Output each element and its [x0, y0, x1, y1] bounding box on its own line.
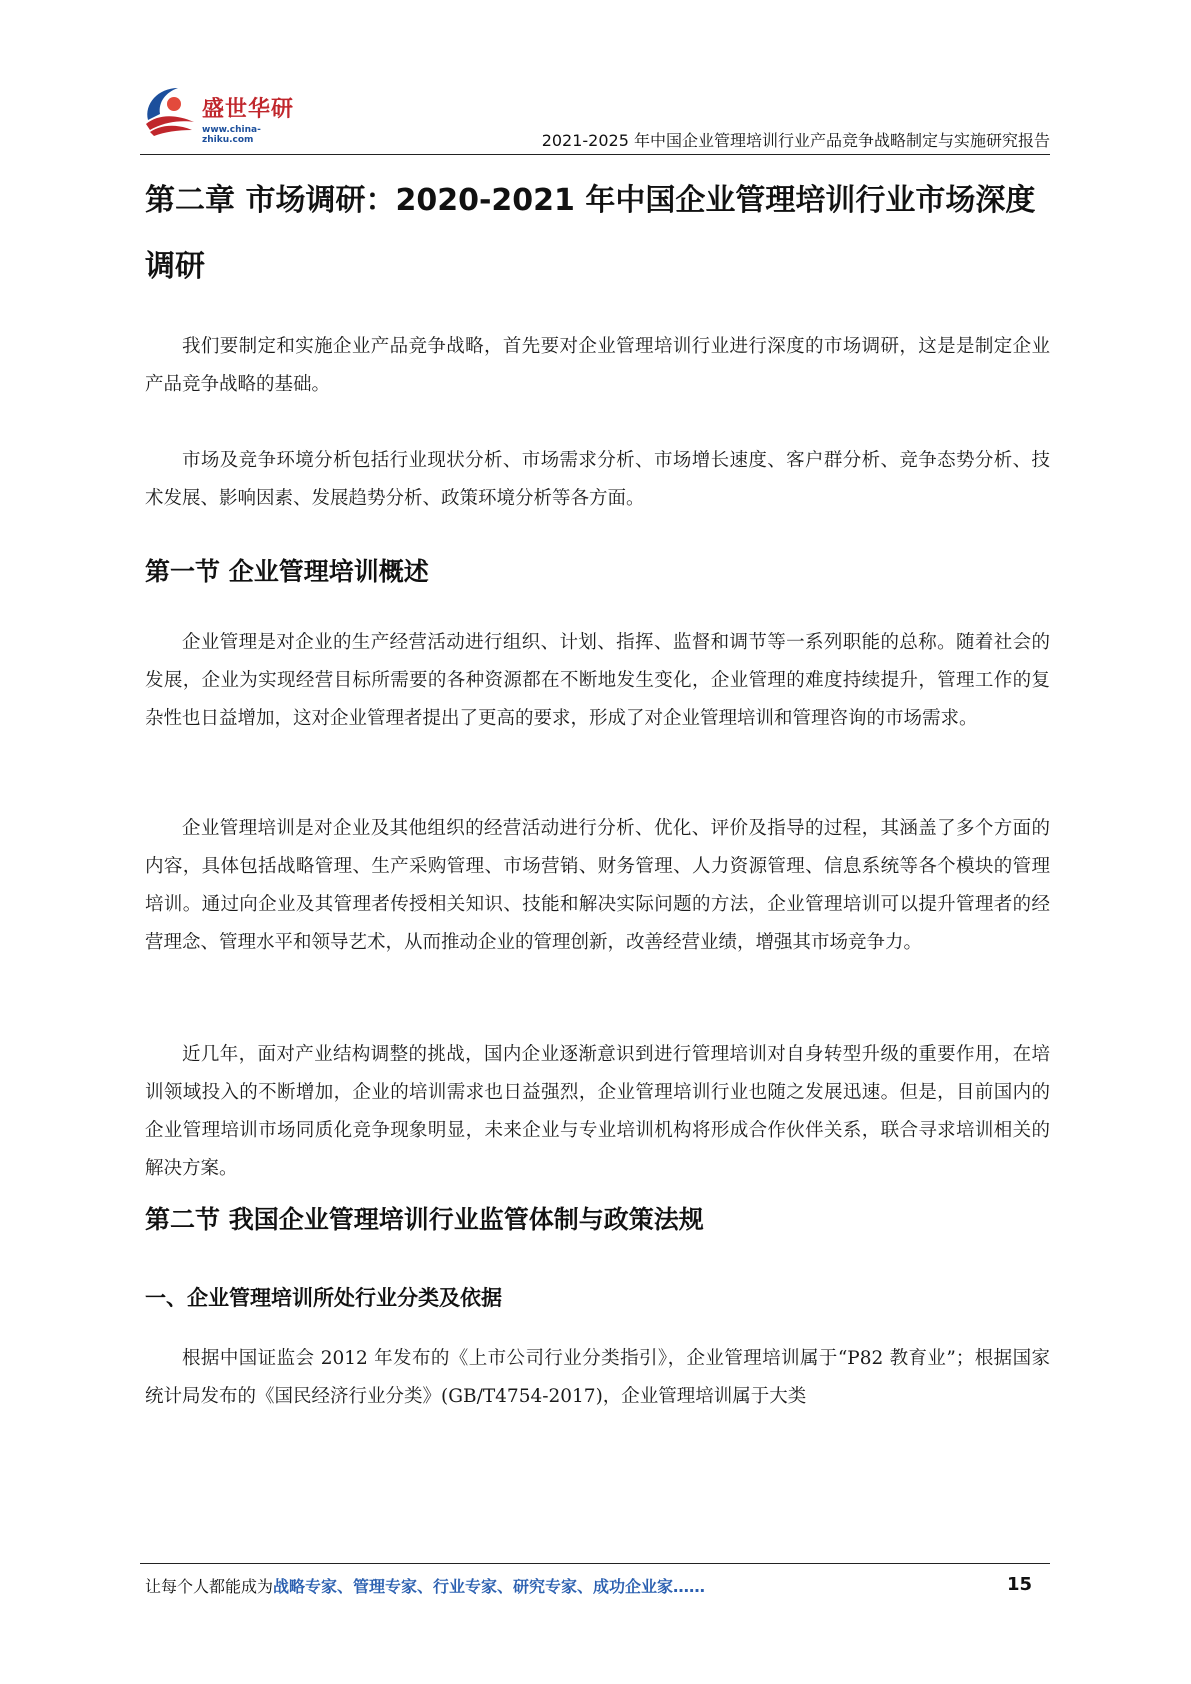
logo-emblem-icon [140, 80, 200, 140]
section-title: 第二节 我国企业管理培训行业监管体制与政策法规 [145, 1205, 704, 1234]
logo-url: www.china-zhiku.com [202, 125, 261, 145]
paragraph: 市场及竞争环境分析包括行业现状分析、市场需求分析、市场增长速度、客户群分析、竞争态势分析、技术发展、影响因素、发展趋势分析、政策环境分析等各方面。 [145, 450, 1050, 509]
page-header [140, 80, 1050, 160]
company-logo [140, 80, 310, 150]
section-title: 第一节 企业管理培训概述 [145, 557, 429, 586]
paragraph: 企业管理培训是对企业及其他组织的经营活动进行分析、优化、评价及指导的过程，其涵盖了多个方面的内容，具体包括战略管理、生产采购管理、市场营销、财务管理、人力资源管理、信息系统等各个模块的管理培训。通过向企业及其管理者传授相关知识、技能和解决实际问题的方法，企业管理培训可以提升管理者的经营理念、管理水平和领导艺术，从而推动企业的管理创新，改善经营业绩，增强其市场竞争力。 [145, 818, 1050, 953]
footer-slogan-prefix: 让每个人都能成为 [145, 1577, 274, 1596]
paragraph: 我们要制定和实施企业产品竞争战略，首先要对企业管理培训行业进行深度的市场调研，这是是制定企业产品竞争战略的基础。 [145, 336, 1050, 395]
paragraph: 近几年，面对产业结构调整的挑战，国内企业逐渐意识到进行管理培训对自身转型升级的重要作用，在培训领域投入的不断增加，企业的培训需求也日益强烈，企业管理培训行业也随之发展迅速。但是，目前国内的企业管理培训市场同质化竞争现象明显，未来企业与专业培训机构将形成合作伙伴关系，联合寻求培训相关的解决方案。 [145, 1044, 1050, 1179]
footer-divider [140, 1563, 1050, 1564]
subsection-title: 一、企业管理培训所处行业分类及依据 [145, 1286, 502, 1310]
paragraph: 企业管理是对企业的生产经营活动进行组织、计划、指挥、监督和调节等一系列职能的总称。随着社会的发展，企业为实现经营目标所需要的各种资源都在不断地发生变化，企业管理的难度持续提升，管理工作的复杂性也日益增加，这对企业管理者提出了更高的要求，形成了对企业管理培训和管理咨询的市场需求。 [145, 632, 1050, 729]
chapter-title: 第二章 市场调研：2020-2021 年中国企业管理培训行业市场深度调研 [145, 183, 1036, 284]
page-footer [145, 1574, 1050, 1604]
paragraph: 根据中国证监会 2012 年发布的《上市公司行业分类指引》，企业管理培训属于“P82 教育业”；根据国家统计局发布的《国民经济行业分类》(GB/T4754-2017)，企业管理培训属于大类 [145, 1348, 1050, 1407]
footer-slogan-highlight: 战略专家、管理专家、行业专家、研究专家、成功企业家…… [273, 1577, 706, 1596]
header-divider [140, 154, 1050, 155]
logo-text: 盛世华研 [202, 97, 295, 122]
report-title: 2021-2025 年中国企业管理培训行业产品竞争战略制定与实施研究报告 [541, 131, 1050, 150]
page-number: 15 [1006, 1574, 1032, 1595]
